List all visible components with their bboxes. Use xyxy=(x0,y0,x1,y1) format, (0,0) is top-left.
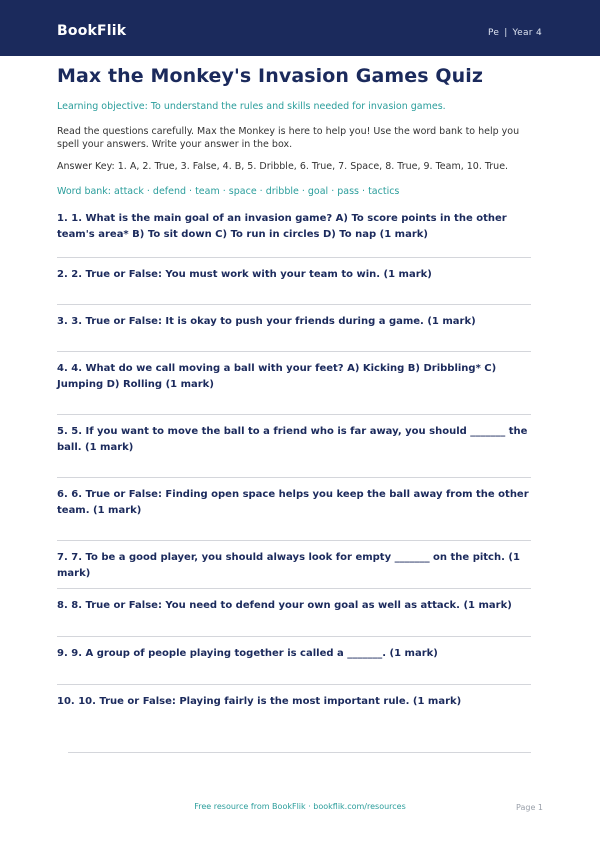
page-header xyxy=(0,0,600,56)
answer-line[interactable] xyxy=(57,414,531,415)
header-meta xyxy=(488,28,542,38)
question-6 xyxy=(57,487,537,550)
answer-line[interactable] xyxy=(68,752,531,753)
question-text: 1. 1. What is the main goal of an invasion game? A) To score points in the other team's area* B) To sit down C) To run in circles D) To nap (1 mark) xyxy=(57,213,507,240)
question-8 xyxy=(57,598,537,646)
answer-line[interactable] xyxy=(57,477,531,478)
page-number: Page 1 xyxy=(516,803,543,812)
question-1 xyxy=(57,211,537,267)
answer-line[interactable] xyxy=(57,351,531,352)
question-5 xyxy=(57,424,537,487)
question-3 xyxy=(57,314,537,361)
answer-key: Answer Key: 1. A, 2. True, 3. False, 4. B, 5. Dribble, 6. True, 7. Space, 8. True, 9. Team, 10. True. xyxy=(57,161,509,172)
question-text: 2. 2. True or False: You must work with your team to win. (1 mark) xyxy=(57,269,432,280)
page-title: Max the Monkey's Invasion Games Quiz xyxy=(57,65,484,87)
answer-line[interactable] xyxy=(57,540,531,541)
brand-logo-text: BookFlik xyxy=(57,23,127,39)
instructions: Read the questions carefully. Max the Monkey is here to help you! Use the word bank to help you spell your answers. Write your answer in the box. xyxy=(57,126,520,150)
question-7 xyxy=(57,550,537,598)
word-bank: Word bank: attack · defend · team · space · dribble · goal · pass · tactics xyxy=(57,186,400,197)
question-text: 8. 8. True or False: You need to defend your own goal as well as attack. (1 mark) xyxy=(57,600,512,611)
question-text: 10. 10. True or False: Playing fairly is the most important rule. (1 mark) xyxy=(57,696,462,707)
answer-line[interactable] xyxy=(57,588,531,589)
year-label: Year 4 xyxy=(512,28,542,38)
answer-line[interactable] xyxy=(57,684,531,685)
question-text: 9. 9. A group of people playing together is called a _______. (1 mark) xyxy=(57,648,438,659)
footer-resource-link[interactable]: Free resource from BookFlik · bookflik.com/resources xyxy=(194,802,406,811)
question-text: 7. 7. To be a good player, you should always look for empty _______ on the pitch. (1 mark) xyxy=(57,552,520,579)
question-text: 3. 3. True or False: It is okay to push your friends during a game. (1 mark) xyxy=(57,316,476,327)
question-list xyxy=(57,211,537,734)
question-10 xyxy=(57,694,537,734)
answer-line[interactable] xyxy=(57,304,531,305)
question-2 xyxy=(57,267,537,314)
question-text: 4. 4. What do we call moving a ball with your feet? A) Kicking B) Dribbling* C) Jumping D) Rolling (1 mark) xyxy=(57,363,497,390)
meta-separator: | xyxy=(504,28,508,38)
subject-label: Pe xyxy=(487,28,500,38)
question-text: 6. 6. True or False: Finding open space helps you keep the ball away from the other team. (1 mark) xyxy=(57,489,529,516)
learning-objective: Learning objective: To understand the rules and skills needed for invasion games. xyxy=(57,101,446,112)
question-9 xyxy=(57,646,537,694)
question-text: 5. 5. If you want to move the ball to a friend who is far away, you should _______ the ball. (1 mark) xyxy=(57,426,528,453)
worksheet-content xyxy=(57,64,537,734)
answer-line[interactable] xyxy=(57,257,531,258)
answer-line[interactable] xyxy=(57,636,531,637)
question-4 xyxy=(57,361,537,424)
